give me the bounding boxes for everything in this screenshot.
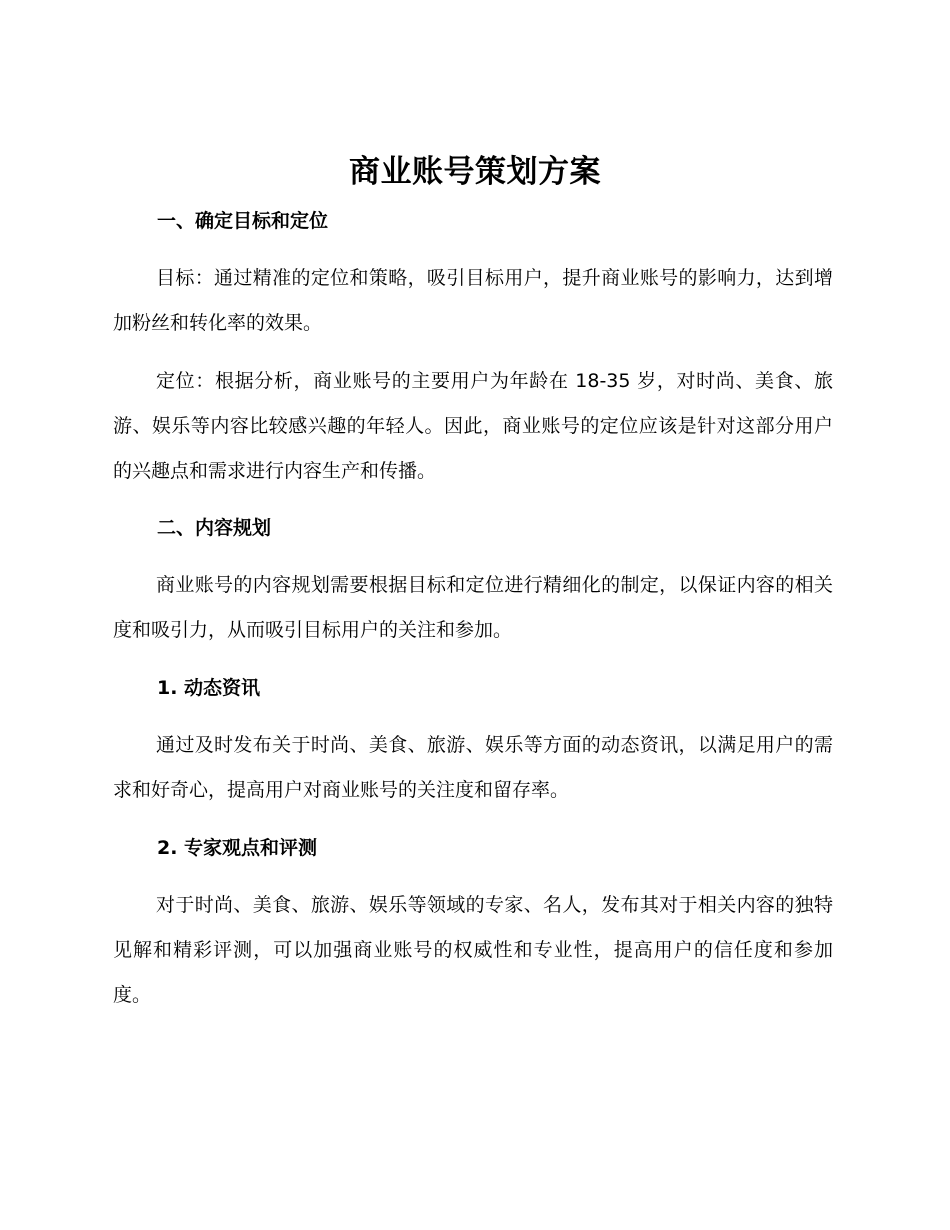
paragraph-news-updates: 通过及时发布关于时尚、美食、旅游、娱乐等方面的动态资讯，以满足用户的需求和好奇心，提高用户对商业账号的关注度和留存率。: [113, 734, 833, 801]
subheading-expert-reviews: 2. 专家观点和评测: [157, 837, 318, 859]
section-heading-content-planning: 二、内容规划: [157, 517, 272, 539]
paragraph-expert-reviews: 对于时尚、美食、旅游、娱乐等领域的专家、名人，发布其对于相关内容的独特见解和精彩评测，可以加强商业账号的权威性和专业性，提高用户的信任度和参加度。: [113, 894, 833, 1006]
document-title: 商业账号策划方案: [349, 154, 601, 190]
paragraph-content-planning-intro: 商业账号的内容规划需要根据目标和定位进行精细化的制定，以保证内容的相关度和吸引力，从而吸引目标用户的关注和参加。: [113, 574, 833, 641]
section-heading-goals-positioning: 一、确定目标和定位: [157, 210, 329, 232]
subheading-news-updates: 1. 动态资讯: [157, 677, 261, 699]
paragraph-goal: 目标：通过精准的定位和策略，吸引目标用户，提升商业账号的影响力，达到增加粉丝和转化率的效果。: [113, 267, 833, 334]
paragraph-positioning: 定位：根据分析，商业账号的主要用户为年龄在 18-35 岁，对时尚、美食、旅游、娱乐等内容比较感兴趣的年轻人。因此，商业账号的定位应该是针对这部分用户的兴趣点和需求进行内容生产和传播。: [113, 370, 833, 482]
